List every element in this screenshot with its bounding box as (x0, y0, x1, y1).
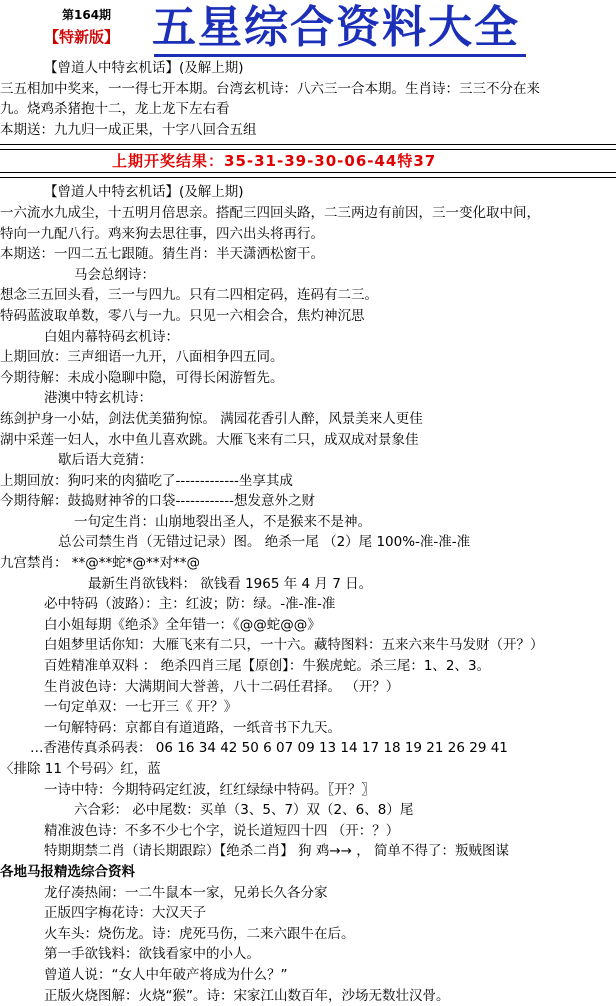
text-line: 曾道人说：“女人中年破产将成为什么？” (44, 966, 288, 983)
page-title: 五星综合资料大全 (152, 2, 520, 53)
text-line: 精准波色诗：不多不少七个字，说长道短四十四 （开：？） (44, 822, 400, 839)
text-line: 白姐梦里话你知：大雁飞来有二只，一十六。藏特图料：五来六来牛马发财（开？） (44, 637, 544, 654)
text-line: 总公司禁生肖（无错过记录）图。 绝杀一尾 （2）尾 100%-准-准-准 (58, 534, 471, 551)
text-line: 〈排除 11 个号码〉红，蓝 (0, 761, 161, 777)
section1-heading: 【曾道人中特玄机话】(及解上期) (44, 60, 244, 76)
last-draw-result: 上期开奖结果：35-31-39-30-06-44特37 (112, 152, 437, 171)
text-line: 生肖波色诗：大满期间大誉善，八十二码任君择。 （开？） (44, 678, 400, 695)
section3-heading: 各地马报精选综合资料 (0, 863, 135, 880)
text-line: …香港传真杀码表： 06 16 34 42 50 6 07 09 13 14 17 18 19 21 26 29 41 (30, 740, 508, 757)
text-line: 练剑护身一小姑，剑法优美猫狗惊。 满园花香引人醉，风景美来人更佳 (0, 410, 423, 427)
text-line: 必中特码（波路）：主：红波；防：绿。-准-准-准 (44, 596, 336, 613)
text-line: 九。烧鸡杀猪抱十二，龙上龙下左右看 (0, 101, 230, 118)
text-line: 今期待解：未成小隐聊中隐，可得长闲游暂先。 (0, 369, 284, 386)
text-line: 一句定生肖：山崩地裂出圣人，不是猴来不是神。 (74, 513, 371, 530)
text-line: 九宫禁肖： **@**蛇*@**对**@ (0, 555, 201, 572)
text-line: 正版四字梅花诗：大汉天子 (44, 905, 206, 922)
text-line: 六合彩： 必中尾数：买单（3、5、7）双（2、6、8）尾 (74, 802, 414, 819)
text-line: 特码蓝波取单数，零八与一九。只见一六相会合，焦灼神沉思 (0, 307, 365, 324)
text-line: 特向一九配八行。鸡来狗去思往事，四六出头将再行。 (0, 225, 324, 242)
text-line: 一句定单双：一七开三《 开？》 (44, 699, 238, 716)
content-body (0, 58, 616, 1006)
text-line: 本期送：一四二五七跟随。猜生肖：半天潇洒松窗干。 (0, 246, 324, 263)
text-line: 上期回放：狗叼来的肉猫吃了-------------坐享其成 (0, 472, 293, 489)
text-line: 一六流水九成尘，十五明月倍思亲。搭配三四回头路，二三两边有前因，三一变化取中间， (0, 204, 540, 221)
text-line: 今期待解：鼓捣财神爷的口袋------------想发意外之财 (0, 493, 315, 510)
text-line: 第一手欲钱料：欲钱看家中的小人。 (44, 946, 260, 963)
subheading: 歇后语大竞猜： (58, 452, 153, 469)
subheading: 白姐内幕特码玄机诗： (44, 328, 179, 345)
text-line: 上期回放：三声细语一九开，八面相争四五同。 (0, 349, 284, 366)
text-line: 特期期禁二肖（请长期跟踪）【绝杀二肖】 狗 鸡→→ ， 简单不得了：叛贼图谋 (44, 843, 510, 860)
subheading: 港澳中特玄机诗： (44, 390, 152, 407)
text-line: 最新生肖欲钱料： 欲钱看 1965 年 4 月 7 日。 (88, 575, 373, 592)
edition-badge: 【特新版】 (44, 28, 120, 46)
text-line: 一句解特码：京都自有道逍路，一纸音书下九天。 (44, 719, 341, 736)
text-line: 三五相加中奖来，一一得七开本期。台湾玄机诗：八六三一合本期。生肖诗：三三不分在来 (0, 80, 540, 97)
subheading: 马会总纲诗： (74, 266, 155, 283)
text-line: 龙仔凑热闹：一二牛鼠本一家，兄弟长久各分家 (44, 884, 328, 901)
page-header (0, 0, 616, 58)
text-line: 正版火烧图解：火烧“猴”。诗：宋家江山数百年，沙场无数壮汉骨。 (44, 987, 450, 1004)
text-line: 火车头：烧伤龙。诗：虎死马伤，二来六跟牛在后。 (44, 925, 355, 942)
text-line: 一诗中特：今期特码定红波，红红绿绿中特码。〖开？〗 (44, 781, 375, 798)
text-line: 湖中采莲一妇人，水中鱼儿喜欢跳。大雁飞来有二只，成双成对景象佳 (0, 431, 419, 448)
title-underline (154, 54, 526, 57)
text-line: 白小姐每期《绝杀》全年错一：《@@蛇@@》 (44, 616, 321, 633)
issue-number: 第164期 (62, 8, 112, 22)
text-line: 想念三五回头看，三一与四九。只有二四相定码，连码有二三。 (0, 287, 378, 304)
text-line: 百姓精准单双料 ： 绝杀四肖三尾【原创】：牛猴虎蛇。杀三尾：1、2、3。 (44, 658, 491, 675)
text-line: 本期送：九九归一成正果，十字八回合五组 (0, 121, 257, 138)
section2-heading: 【曾道人中特玄机话】(及解上期) (44, 184, 244, 201)
